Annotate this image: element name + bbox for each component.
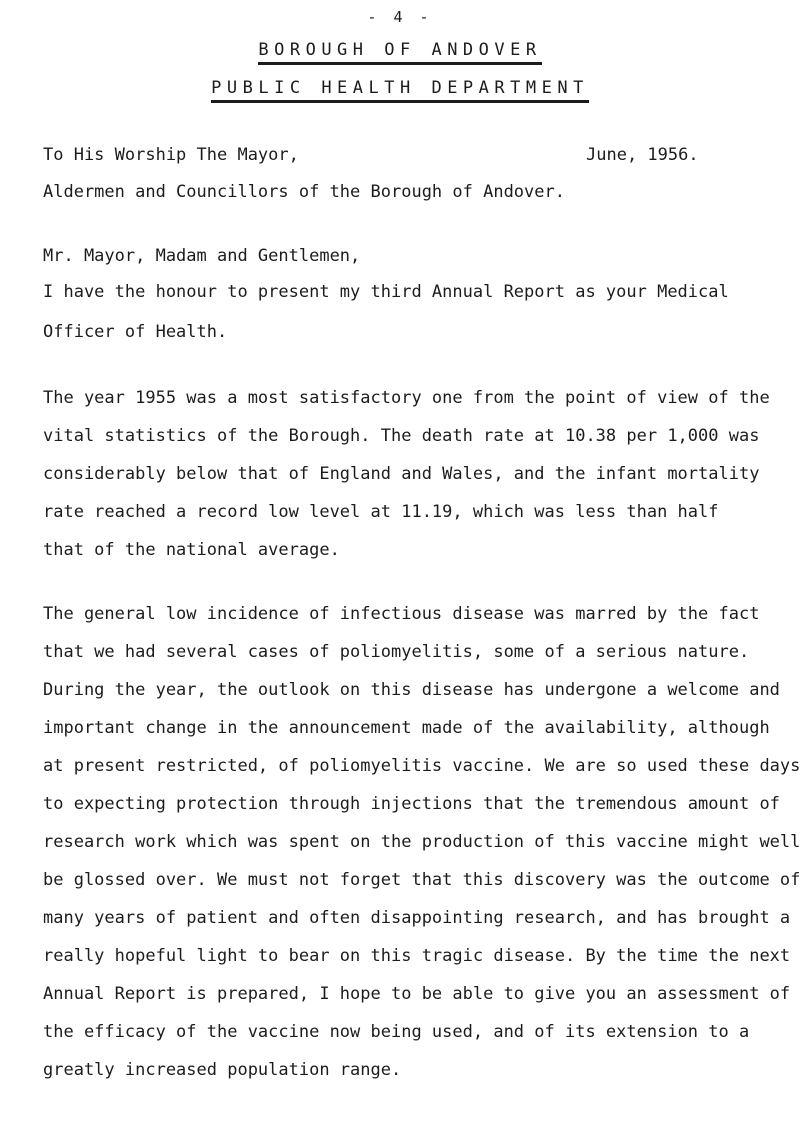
para3-line-9: many years of patient and often disappointing research, and has brought a [43, 908, 791, 928]
address-line-2: Aldermen and Councillors of the Borough of Andover. [43, 182, 565, 202]
report-date: June, 1956. [586, 145, 699, 165]
heading-department [0, 78, 800, 98]
para1-line-1: I have the honour to present my third Annual Report as your Medical [43, 282, 729, 302]
para3-line-6: to expecting protection through injections that the tremendous amount of [43, 794, 780, 814]
heading-department-text: PUBLIC HEALTH DEPARTMENT [211, 78, 589, 103]
para3-line-4: important change in the announcement made of the availability, although [43, 718, 770, 738]
para3-line-2: that we had several cases of poliomyelitis, some of a serious nature. [43, 642, 750, 662]
para3-line-13: greatly increased population range. [43, 1060, 402, 1080]
heading-borough [0, 40, 800, 60]
heading-borough-text: BOROUGH OF ANDOVER [258, 40, 541, 65]
para3-line-1: The general low incidence of infectious disease was marred by the fact [43, 604, 760, 624]
para2-line-1: The year 1955 was a most satisfactory one from the point of view of the [43, 388, 770, 408]
para3-line-5: at present restricted, of poliomyelitis vaccine. We are so used these days [43, 756, 800, 776]
para2-line-4: rate reached a record low level at 11.19, which was less than half [43, 502, 719, 522]
para3-line-12: the efficacy of the vaccine now being used, and of its extension to a [43, 1022, 750, 1042]
para3-line-10: really hopeful light to bear on this tragic disease. By the time the next [43, 946, 791, 966]
salutation: Mr. Mayor, Madam and Gentlemen, [43, 246, 361, 266]
page-number: - 4 - [367, 8, 433, 26]
para2-line-3: considerably below that of England and Wales, and the infant mortality [43, 464, 760, 484]
para3-line-3: During the year, the outlook on this disease has undergone a welcome and [43, 680, 780, 700]
para1-line-2: Officer of Health. [43, 322, 228, 342]
para3-line-11: Annual Report is prepared, I hope to be able to give you an assessment of [43, 984, 791, 1004]
para3-line-8: be glossed over. We must not forget that this discovery was the outcome of [43, 870, 800, 890]
address-line-1: To His Worship The Mayor, [43, 145, 299, 165]
para3-line-7: research work which was spent on the production of this vaccine might well [43, 832, 800, 852]
para2-line-2: vital statistics of the Borough. The death rate at 10.38 per 1,000 was [43, 426, 760, 446]
para2-line-5: that of the national average. [43, 540, 340, 560]
